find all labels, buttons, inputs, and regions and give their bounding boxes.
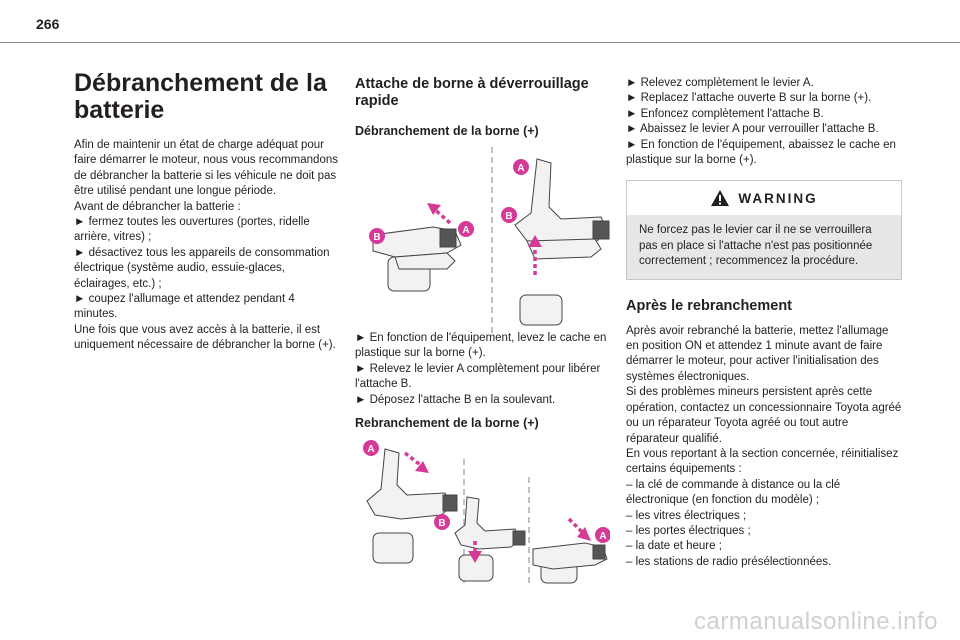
callout-a-3: [363, 440, 379, 456]
column-1: [74, 70, 340, 354]
callout-a-2: [513, 159, 529, 175]
disconnect-diagram: [355, 145, 610, 335]
reconnect-steps: ► Relevez complètement le levier A. ► Replacez l'attache ouverte B sur la borne (+). ► Enfoncez complètement l'attache B. ► Abaissez le levier A pour verrouiller l'attache B. ► En fonction de l'équipement, abaissez le cache en plastique sur la borne (+).: [626, 77, 896, 167]
callout-a-3-label: A: [367, 444, 375, 456]
callout-a-4: [595, 527, 610, 543]
warning-title: WARNING: [738, 190, 818, 206]
callout-a-1-label: A: [462, 225, 470, 236]
callout-b-3: [434, 514, 450, 530]
reconnect-heading: Rebranchement de la borne (+): [355, 416, 539, 431]
callout-b-1: [369, 228, 385, 244]
reconnect-illustration: [355, 437, 610, 585]
callout-b-3-label: B: [438, 518, 446, 530]
callout-b-2: [501, 207, 517, 223]
callout-a-1: [458, 221, 474, 237]
warning-text: Ne forcez pas le levier car il ne se verrouillera pas en place si l'attache n'est pas positionnée correctement ; recommencez la procédure.: [627, 215, 901, 278]
watermark: carmanualsonline.info: [694, 608, 938, 635]
intro-text: Afin de maintenir un état de charge adéquat pour faire démarrer le moteur, nous vous recommandons de débrancher la batterie si les véhicule ne doit pas être utilisé pendant une longue période. Avant de débrancher la batterie : ► fermez toutes les ouvertures (portes, ridelle arrière, vitres) ; ► désactivez tous les appareils de consommation électrique (système audio, essuie-glaces, éclairages, etc.) ; ► coupez l'allumage et attendez pendant 4 minutes. Une fois que vous avez accès à la batterie, il est uniquement nécessaire de débrancher la borne (+).: [74, 139, 338, 352]
after-reconnect-heading: Après le rebranchement: [626, 297, 793, 314]
warning-triangle-icon: [710, 189, 730, 207]
reconnect-diagram: [355, 437, 610, 585]
warning-box: [626, 180, 902, 279]
after-reconnect-text: Après avoir rebranché la batterie, mettez l'allumage en position ON et attendez 1 minute avant de faire démarrer le moteur, pour activer l'initialisation des systèmes électroniques. Si des problèmes mineurs persistent après cette opération, contactez un concessionnaire Toyota agréé ou un réparateur Toyota agréé ou tout autre réparateur qualifié. En vous reportant à la section concernée, réinitialisez certains équipements : – la clé de commande à distance ou la clé électronique (en fonction du modèle) ; – les vitres électriques ; – les portes électriques ; – la date et heure ; – les stations de radio présélectionnées.: [626, 324, 902, 568]
header-rule: [0, 42, 960, 43]
subsection-title: Attache de borne à déverrouillage rapide: [355, 76, 589, 109]
column-3: [626, 76, 902, 570]
section-title: Débranchement de la batterie: [74, 69, 327, 124]
page-number: 266: [36, 16, 60, 32]
disconnect-illustration: [355, 145, 610, 335]
callout-a-2-label: A: [517, 163, 525, 174]
column-2: [355, 70, 610, 585]
disconnect-heading: Débranchement de la borne (+): [355, 124, 539, 138]
disconnect-steps: ► En fonction de l'équipement, levez le cache en plastique sur la borne (+). ► Relevez le levier A complètement pour libérer l'attache B. ► Déposez l'attache B en la soulevant.: [355, 332, 607, 406]
callout-b-1-label: B: [373, 232, 381, 243]
warning-header: [627, 181, 901, 215]
callout-b-2-label: B: [505, 211, 513, 222]
callout-a-4-label: A: [599, 531, 607, 543]
